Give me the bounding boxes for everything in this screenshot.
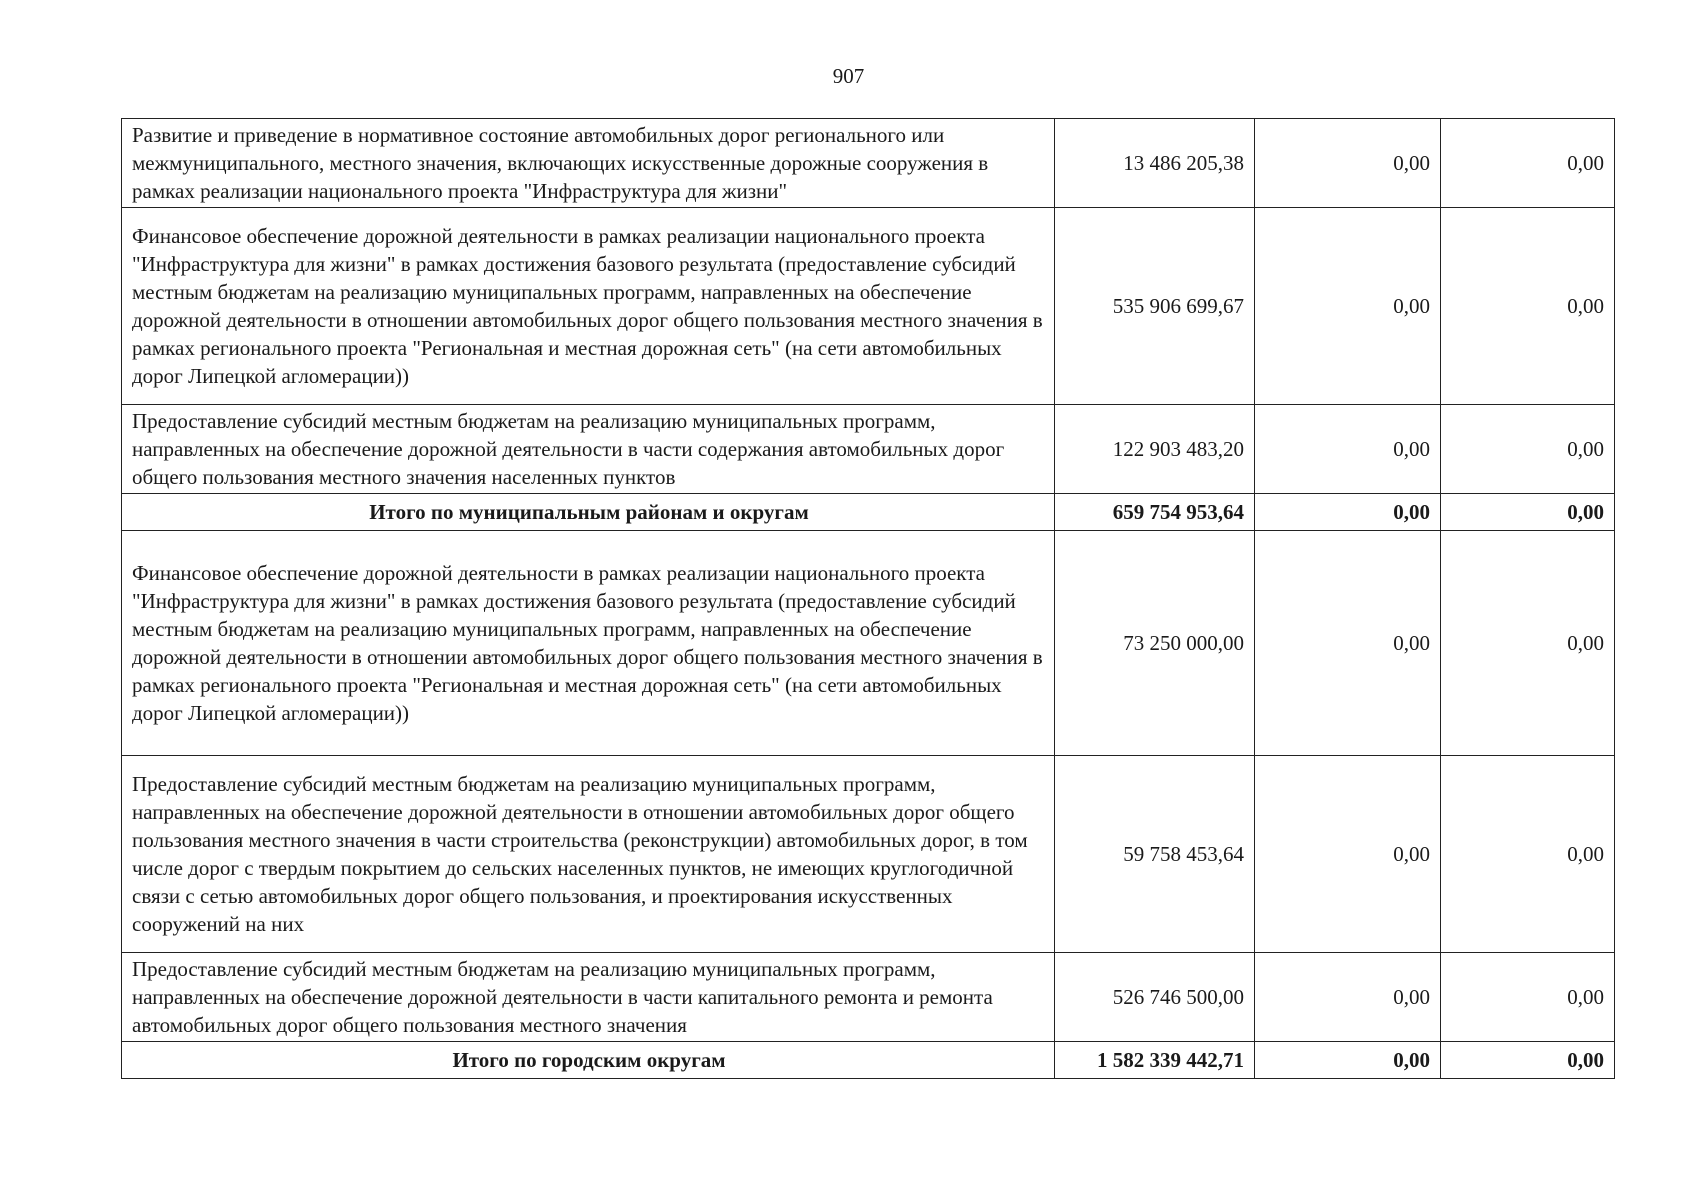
row-value-1: 13 486 205,38 — [1055, 119, 1255, 208]
row-description: Предоставление субсидий местным бюджетам на реализацию муниципальных программ, направленных на обеспечение дорожной деятельности в части содержания автомобильных дорог общего пользования местного значения населенных пунктов — [122, 405, 1055, 494]
row-value-2: 0,00 — [1255, 208, 1441, 405]
subtotal-value-2: 0,00 — [1255, 494, 1441, 531]
budget-table — [121, 118, 1615, 1079]
row-description: Предоставление субсидий местным бюджетам на реализацию муниципальных программ, направленных на обеспечение дорожной деятельности в части капитального ремонта и ремонта автомобильных дорог общего пользования местного значения — [122, 953, 1055, 1042]
row-value-1: 73 250 000,00 — [1055, 531, 1255, 756]
subtotal-row-districts — [122, 494, 1615, 531]
row-value-3: 0,00 — [1441, 405, 1615, 494]
row-value-3: 0,00 — [1441, 119, 1615, 208]
row-description: Развитие и приведение в нормативное состояние автомобильных дорог регионального или межмуниципального, местного значения, включающих искусственные дорожные сооружения в рамках реализации национального проекта "Инфраструктура для жизни" — [122, 119, 1055, 208]
table-row — [122, 531, 1615, 756]
row-value-3: 0,00 — [1441, 756, 1615, 953]
row-value-1: 122 903 483,20 — [1055, 405, 1255, 494]
row-value-1: 59 758 453,64 — [1055, 756, 1255, 953]
row-value-2: 0,00 — [1255, 531, 1441, 756]
table-row — [122, 953, 1615, 1042]
page-number: 907 — [832, 64, 865, 88]
subtotal-row-city-districts — [122, 1042, 1615, 1079]
row-value-1: 526 746 500,00 — [1055, 953, 1255, 1042]
row-value-3: 0,00 — [1441, 953, 1615, 1042]
subtotal-value-1: 1 582 339 442,71 — [1055, 1042, 1255, 1079]
table-row — [122, 405, 1615, 494]
subtotal-value-2: 0,00 — [1255, 1042, 1441, 1079]
row-value-1: 535 906 699,67 — [1055, 208, 1255, 405]
table-row — [122, 119, 1615, 208]
row-value-2: 0,00 — [1255, 405, 1441, 494]
row-value-3: 0,00 — [1441, 531, 1615, 756]
table-row — [122, 208, 1615, 405]
row-description: Предоставление субсидий местным бюджетам на реализацию муниципальных программ, направленных на обеспечение дорожной деятельности в отношении автомобильных дорог общего пользования местного значения в части строительства (реконструкции) автомобильных дорог, в том числе дорог с твердым покрытием до сельских населенных пунктов, не имеющих круглогодичной связи с сетью автомобильных дорог общего пользования, и проектирования искусственных сооружений на них — [122, 756, 1055, 953]
subtotal-value-3: 0,00 — [1441, 1042, 1615, 1079]
row-value-2: 0,00 — [1255, 756, 1441, 953]
subtotal-value-1: 659 754 953,64 — [1055, 494, 1255, 531]
row-value-2: 0,00 — [1255, 953, 1441, 1042]
subtotal-label: Итого по городским округам — [122, 1042, 1055, 1079]
table-row — [122, 756, 1615, 953]
subtotal-value-3: 0,00 — [1441, 494, 1615, 531]
subtotal-label: Итого по муниципальным районам и округам — [122, 494, 1055, 531]
row-description: Финансовое обеспечение дорожной деятельности в рамках реализации национального проекта "Инфраструктура для жизни" в рамках достижения базового результата (предоставление субсидий местным бюджетам на реализацию муниципальных программ, направленных на обеспечение дорожной деятельности в отношении автомобильных дорог общего пользования местного значения в рамках регионального проекта "Региональная и местная дорожная сеть" (на сети автомобильных дорог Липецкой агломерации)) — [122, 208, 1055, 405]
row-description: Финансовое обеспечение дорожной деятельности в рамках реализации национального проекта "Инфраструктура для жизни" в рамках достижения базового результата (предоставление субсидий местным бюджетам на реализацию муниципальных программ, направленных на обеспечение дорожной деятельности в отношении автомобильных дорог общего пользования местного значения в рамках регионального проекта "Региональная и местная дорожная сеть" (на сети автомобильных дорог Липецкой агломерации)) — [122, 531, 1055, 756]
row-value-2: 0,00 — [1255, 119, 1441, 208]
row-value-3: 0,00 — [1441, 208, 1615, 405]
